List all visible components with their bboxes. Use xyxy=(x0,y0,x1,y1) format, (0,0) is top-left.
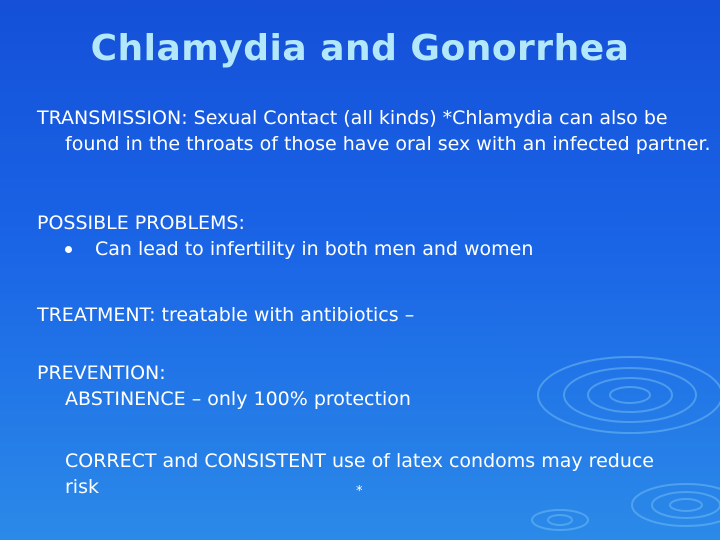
abstinence-line: ABSTINENCE – only 100% protection xyxy=(65,388,411,410)
condom-use-line: CORRECT and CONSISTENT use of latex condoms may reduce risk xyxy=(65,450,654,498)
footnote-marker: * xyxy=(356,484,363,499)
prevention-section xyxy=(37,360,687,412)
bullet-dot-icon xyxy=(65,246,72,253)
bullet-text: Can lead to infertility in both men and women xyxy=(95,238,534,260)
bullet-item xyxy=(37,236,687,262)
slide-title: Chlamydia and Gonorrhea xyxy=(90,28,630,69)
transmission-paragraph: TRANSMISSION: Sexual Contact (all kinds) *Chlamydia can also be found in the throats of those have oral sex with an infected partner. xyxy=(37,107,711,155)
treatment-line: TREATMENT: treatable with antibiotics – xyxy=(37,304,415,326)
possible-problems-heading: POSSIBLE PROBLEMS: xyxy=(37,212,245,234)
prevention-heading: PREVENTION: xyxy=(37,362,166,384)
possible-problems-section xyxy=(37,210,687,262)
